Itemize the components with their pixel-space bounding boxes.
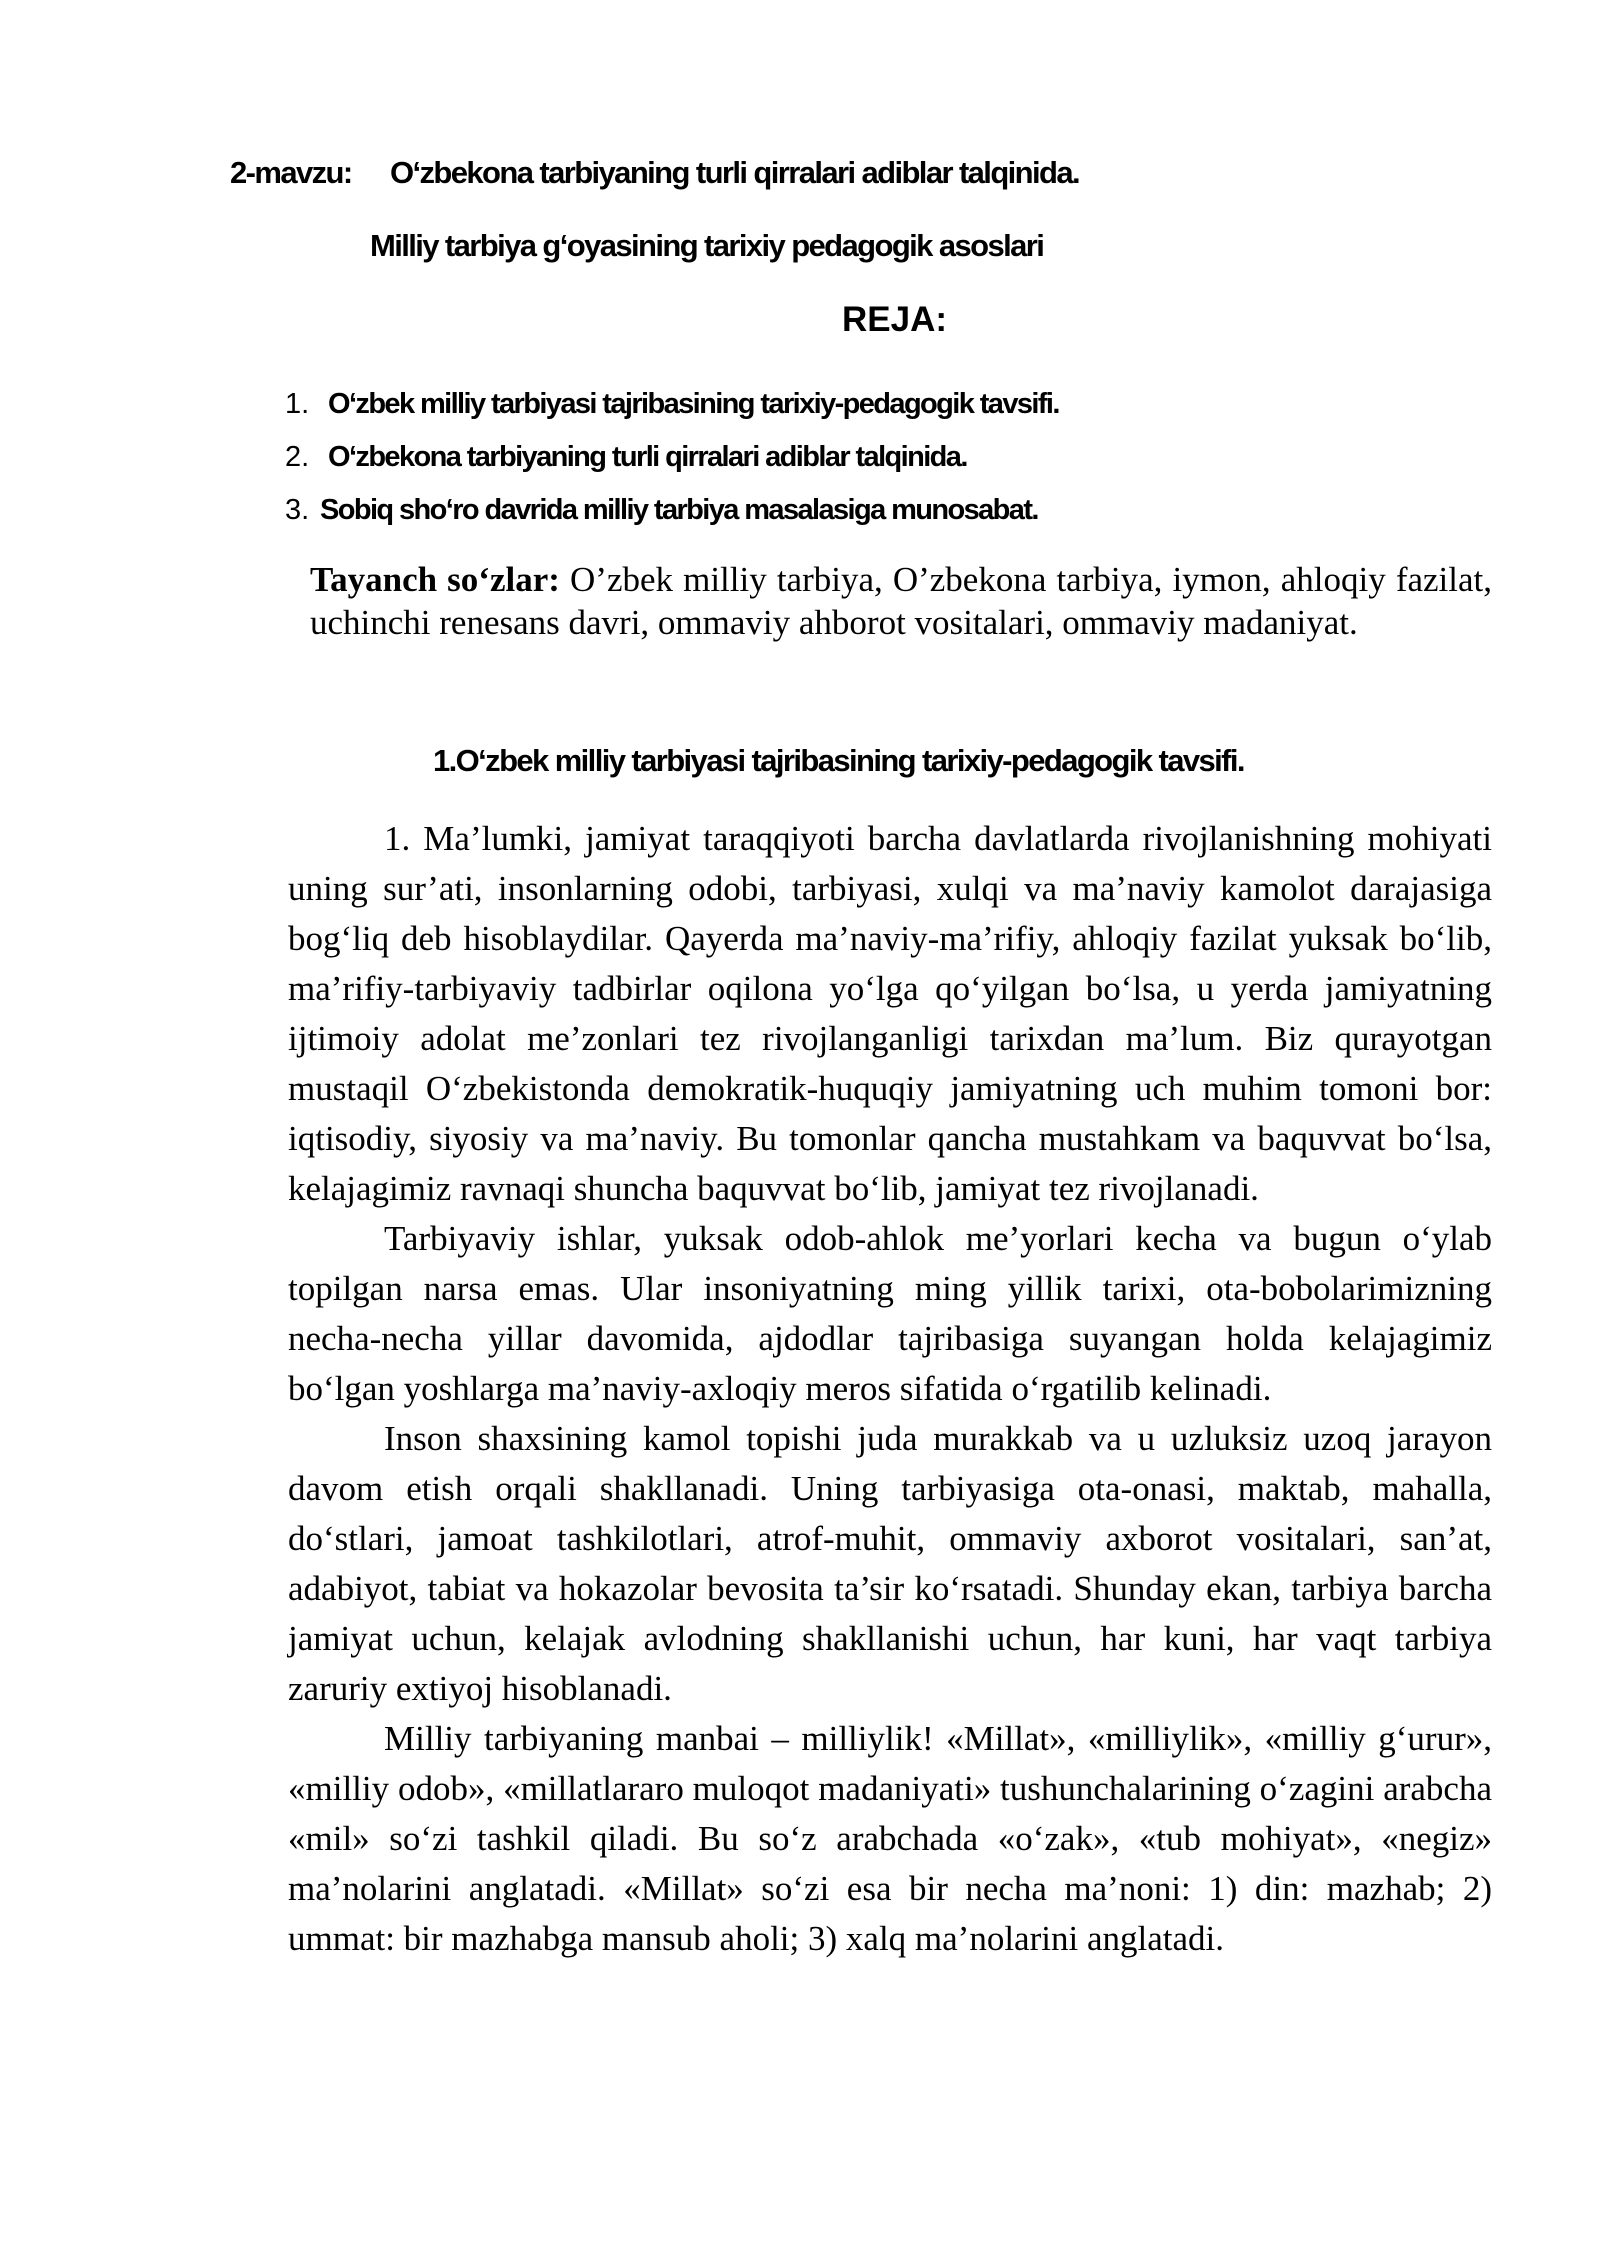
body-paragraph: Inson shaxsining kamol topishi juda murakkab va u uzluksiz uzoq jarayon davom etish orqali shakllanadi. Uning tarbiyasiga ota-onasi, maktab, mahalla, do‘stlari, jamoat tashkilotlari, atrof-muhit, ommaviy axborot vositalari, san’at, adabiyot, tabiat va hokazolar bevosita ta’sir ko‘rsatadi. Shunday ekan, tarbiya barcha jamiyat uchun, kelajak avlodning shakllanishi uchun, har kuni, har vaqt tarbiya zaruriy extiyoj hisoblanadi. (288, 1419, 1492, 1708)
keywords-label: Tayanch so‘zlar: (310, 560, 560, 599)
topic-subtitle: Milliy tarbiya g‘oyasining tarixiy pedagogik asoslari (370, 228, 1044, 263)
topic-title: O‘zbekona tarbiyaning turli qirralari adiblar talqinida. (390, 155, 1080, 190)
plan-item (285, 378, 1059, 431)
section-heading: 1.O‘zbek milliy tarbiyasi tajribasining tarixiy-pedagogik tavsifi. (433, 743, 1244, 778)
section-body (288, 814, 1492, 1964)
topic-title-line (230, 155, 1079, 191)
plan-item-text: O‘zbek milliy tarbiyasi tajribasining tarixiy-pedagogik tavsifi. (328, 388, 1059, 420)
topic-label: 2-mavzu: (230, 155, 352, 190)
plan-item (285, 484, 1059, 537)
plan-item (285, 431, 1059, 484)
keywords-text: O’zbek milliy tarbiya, O’zbekona tarbiya, iymon, ahloqiy fazilat, uchinchi renesans davri, ommaviy ahborot vositalari, ommaviy madaniyat. (310, 560, 1493, 642)
plan-heading: REJA: (842, 300, 948, 339)
plan-item-text: O‘zbekona tarbiyaning turli qirralari adiblar talqinida. (328, 441, 967, 473)
keywords-block (310, 558, 1492, 644)
body-paragraph: Milliy tarbiyaning manbai – milliylik! «Millat», «milliylik», «milliy g‘urur», «milliy odob», «millatlararo muloqot madaniyati» tushunchalarining o‘zagini arabcha «mil» so‘zi tashkil qiladi. Bu so‘z arabchada «o‘zak», «tub mohiyat», «negiz» ma’nolarini anglatadi. «Millat» so‘zi esa bir necha ma’noni: 1) din: mazhab; 2) ummat: bir mazhabga mansub aholi; 3) xalq ma’nolarini anglatadi. (288, 1719, 1492, 1958)
body-paragraph: 1. Ma’lumki, jamiyat taraqqiyoti barcha davlatlarda rivojlanishning mohiyati uning sur’ati, insonlarning odobi, tarbiyasi, xulqi va ma’naviy kamolot darajasiga bog‘liq deb hisoblaydilar. Qayerda ma’naviy-ma’rifiy, ahloqiy fazilat yuksak bo‘lib, ma’rifiy-tarbiyaviy tadbirlar oqilona yo‘lga qo‘yilgan bo‘lsa, u yerda jamiyatning ijtimoiy adolat me’zonlari tez rivojlanganligi tarixdan ma’lum. Biz qurayotgan mustaqil O‘zbekistonda demokratik-huquqiy jamiyatning uch muhim tomoni bor: iqtisodiy, siyosiy va ma’naviy. Bu tomonlar qancha mustahkam va baquvvat bo‘lsa, kelajagimiz ravnaqi shuncha baquvvat bo‘lib, jamiyat tez rivojlanadi. (288, 819, 1492, 1208)
plan-item-number: 1. (285, 388, 310, 420)
body-paragraph: Tarbiyaviy ishlar, yuksak odob-ahlok me’yorlari kecha va bugun o‘ylab topilgan narsa emas. Ular insoniyatning ming yillik tarixi, ota-bobolarimizning necha-necha yillar davomida, ajdodlar tajribasiga suyangan holda kelajagimiz bo‘lgan yoshlarga ma’naviy-axloqiy meros sifatida o‘rgatilib kelinadi. (288, 1219, 1492, 1408)
plan-item-number: 3. (285, 494, 310, 526)
plan-item-number: 2. (285, 441, 310, 473)
plan-item-text: Sobiq sho‘ro davrida milliy tarbiya masalasiga munosabat. (320, 494, 1038, 526)
plan-list (285, 378, 1059, 537)
